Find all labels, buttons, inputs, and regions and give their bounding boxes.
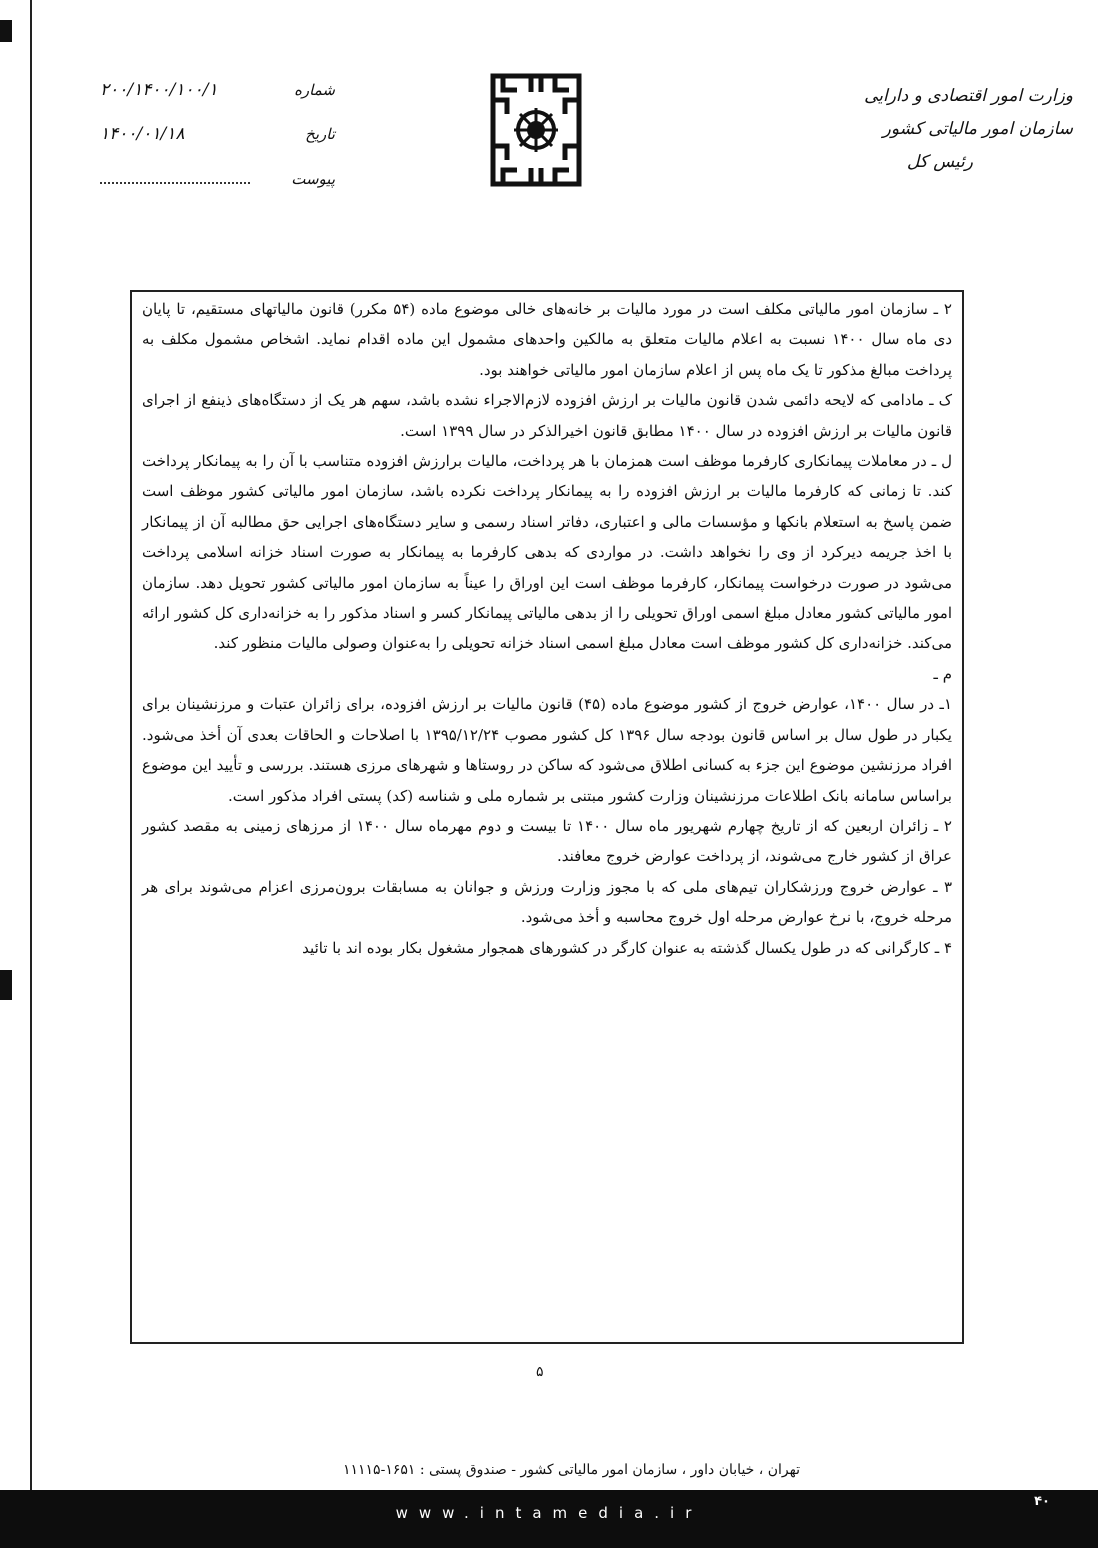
letter-meta [100,80,335,212]
website-link[interactable]: www.intamedia.ir [395,1504,703,1522]
letterhead [0,60,1098,210]
footer-address: تهران ، خیابان داور ، سازمان امور مالیاتی کشور - صندوق پستی : ۱۶۵۱-۱۱۱۱۵ [342,1462,800,1478]
paragraph-m-1: ۱ـ در سال ۱۴۰۰، عوارض خروج از کشور موضوع ماده (۴۵) قانون مالیات بر ارزش افزوده، برای زائران عتبات و مرزنشینان برای یکبار در طول سال بر اساس قانون بودجه سال ۱۳۹۶ کل کشور مصوب ۱۳۹۵/۱۲/۲۴ با اصلاحات و الحاقات بعدی آن أخذ می‌شود. افراد مرزنشین موضوع این جزء به کسانی اطلاق می‌شود که ساکن در روستاها و شهرهای مرزی هستند. بررسی و تأیید این موضوع براساس سامانه بانک اطلاعات مرزنشینان وزارت کشور مبتنی بر شماره ملی و شناسه (کد) پستی افراد مذکور است. [142,695,952,805]
ministry-block [773,80,1073,179]
page-number: ۵ [536,1364,544,1380]
scan-left-edge [0,0,32,1548]
attachment-dotted-line [100,168,250,184]
attachment-label: پیوست [291,170,335,188]
letter-date: ۱۴۰۰/۰۱/۱۸ [100,124,185,144]
attachment-row [100,168,335,212]
corner-number: ۴۰ [1034,1494,1050,1509]
date-label: تاریخ [305,125,335,143]
paragraph-clause-m: م ـ [933,664,952,683]
letter-body [130,290,964,1344]
ministry-name: وزارت امور اقتصادی و دارایی [864,86,1073,106]
paragraph-clause-l: ل ـ در معاملات پیمانکاری کارفرما موظف است همزمان با هر پرداخت، مالیات برارزش افزوده متناسب با آن را به پیمانکار پرداخت کند. تا زمانی که کارفرما مالیات بر ارزش افزوده را به پیمانکار پرداخت نکرده باشد، سازمان امور مالیاتی کشور موظف است ضمن پاسخ به استعلام بانکها و مؤسسات مالی و اعتباری، دفاتر اسناد رسمی و سایر دستگاه‌های اجرایی حق مطالبه آن از پیمانکار با اخذ جریمه دیرکرد از وی را نخواهد داشت. در مواردی که بدهی کارفرما به پیمانکار به صورت اسناد خزانه اسلامی پرداخت می‌شود در صورت درخواست پیمانکار، کارفرما موظف است این اوراق را عیناً به سازمان امور مالیاتی کشور تحویل دهد. سازمان امور مالیاتی کشور معادل مبلغ اسمی اوراق تحویلی را از بدهی مالیاتی پیمانکار کسر و اسناد مذکور را به خزانه‌داری کل کشور ارائه می‌کند. خزانه‌داری کل کشور موظف است معادل مبلغ اسمی اسناد خزانه تحویلی را به‌عنوان وصولی مالیات منظور کند. [142,452,952,653]
tax-organization-logo-icon [487,70,585,190]
letter-number: ۲۰۰/۱۴۰۰/۱۰۰/۱ [100,80,218,100]
footer-bar [0,1490,1098,1548]
paragraph-m-4: ۴ ـ کارگرانی که در طول یکسال گذشته به عنوان کارگر در کشورهای همجوار مشغول بکار بوده اند با تائید [302,938,952,957]
paragraph-item-2: ۲ ـ سازمان امور مالیاتی مکلف است در مورد مالیات بر خانه‌های خالی موضوع ماده (۵۴ مکرر) قانون مالیاتهای مستقیم، تا پایان دی ماه سال ۱۴۰۰ نسبت به اعلام مالیات متعلق به مالکین واحدهای مشمول این ماده اقدام نماید. اشخاص مشمول مکلف به پرداخت مبالغ مذکور تا یک ماه پس از اعلام سازمان امور مالیاتی خواهند بود. [142,300,952,379]
paragraph-m-3: ۳ ـ عوارض خروج ورزشکاران تیم‌های ملی که با مجوز وزارت ورزش و جوانان به مسابقات برون‌مرزی اعزام می‌شوند برای هر مرحله خروج، با نرخ عوارض مرحله اول خروج محاسبه و أخذ می‌شود. [142,877,952,927]
paragraph-clause-k: ک ـ مادامی که لایحه دائمی شدن قانون مالیات بر ارزش افزوده لازم‌الاجراء نشده باشد، سهم هر یک از دستگاه‌های ذینفع از اجرای قانون مالیات بر ارزش افزوده در سال ۱۴۰۰ مطابق قانون اخیرالذکر در سال ۱۳۹۹ است. [142,391,952,440]
letter-date-row [100,124,335,168]
paragraph-m-2: ۲ ـ زائران اربعین که از تاریخ چهارم شهریور ماه سال ۱۴۰۰ تا بیست و دوم مهرماه سال ۱۴۰۰ از مرزهای زمینی به مقصد کشور عراق از کشور خارج می‌شوند، از پرداخت عوارض خروج معافند. [142,816,952,866]
signatory-title: رئیس کل [906,152,973,172]
scan-mark [0,20,12,42]
letter-number-row [100,80,335,124]
organization-name: سازمان امور مالیاتی کشور [882,119,1073,139]
scan-mark [0,970,12,1000]
number-label: شماره [294,81,335,99]
